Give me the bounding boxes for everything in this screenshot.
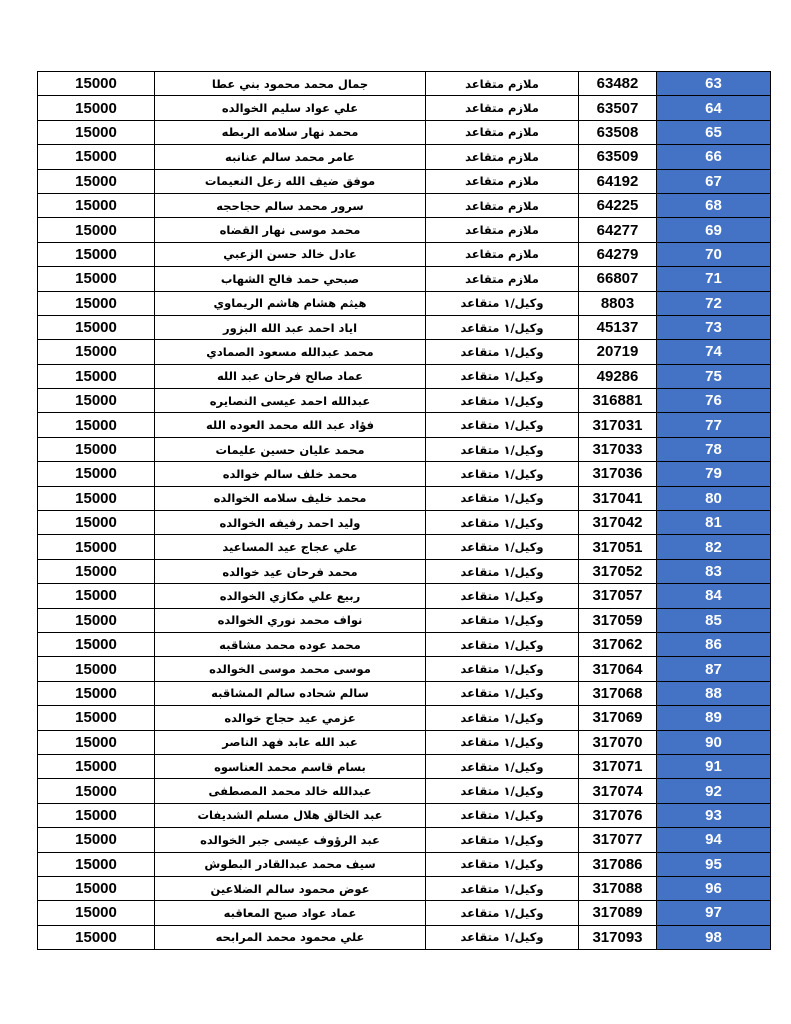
full-name-cell: عماد صالح فرحان عبد الله [155,364,426,388]
amount-cell: 15000 [38,413,155,437]
amount-cell: 15000 [38,632,155,656]
amount-cell: 15000 [38,145,155,169]
full-name-cell: محمد موسى نهار القضاه [155,218,426,242]
amount-cell: 15000 [38,754,155,778]
rank-cell: وكيل/١ متقاعد [426,706,579,730]
rank-cell: وكيل/١ متقاعد [426,632,579,656]
full-name-cell: سالم شحاده سالم المشاقبه [155,681,426,705]
full-name-cell: عبد الخالق هلال مسلم الشديفات [155,803,426,827]
table-row [38,291,771,315]
sequence-number-cell: 97 [657,901,771,925]
sequence-number-cell: 98 [657,925,771,949]
rank-cell: ملازم متقاعد [426,72,579,96]
military-number-cell: 317064 [579,657,657,681]
military-number-cell: 317057 [579,584,657,608]
sequence-number-cell: 76 [657,389,771,413]
sequence-number-cell: 84 [657,584,771,608]
amount-cell: 15000 [38,681,155,705]
military-number-cell: 317052 [579,559,657,583]
military-number-cell: 317071 [579,754,657,778]
amount-cell: 15000 [38,730,155,754]
amount-cell: 15000 [38,803,155,827]
full-name-cell: سيف محمد عبدالقادر البطوش [155,852,426,876]
full-name-cell: عبدالله احمد عيسى النصايره [155,389,426,413]
amount-cell: 15000 [38,876,155,900]
table-row [38,340,771,364]
rank-cell: ملازم متقاعد [426,96,579,120]
full-name-cell: جمال محمد محمود بني عطا [155,72,426,96]
table-row [38,413,771,437]
amount-cell: 15000 [38,535,155,559]
sequence-number-cell: 82 [657,535,771,559]
amount-cell: 15000 [38,486,155,510]
amount-cell: 15000 [38,242,155,266]
sequence-number-cell: 90 [657,730,771,754]
amount-cell: 15000 [38,340,155,364]
full-name-cell: فؤاد عبد الله محمد العوده الله [155,413,426,437]
rank-cell: وكيل/١ متقاعد [426,291,579,315]
military-number-cell: 317059 [579,608,657,632]
table-row [38,169,771,193]
table-row [38,608,771,632]
rank-cell: ملازم متقاعد [426,120,579,144]
sequence-number-cell: 74 [657,340,771,364]
table-row [38,876,771,900]
amount-cell: 15000 [38,584,155,608]
rank-cell: وكيل/١ متقاعد [426,584,579,608]
military-number-cell: 317093 [579,925,657,949]
sequence-number-cell: 73 [657,315,771,339]
table-row [38,145,771,169]
military-number-cell: 317069 [579,706,657,730]
sequence-number-cell: 92 [657,779,771,803]
full-name-cell: صبحي حمد فالح الشهاب [155,267,426,291]
full-name-cell: محمد خليف سلامه الخوالده [155,486,426,510]
amount-cell: 15000 [38,120,155,144]
amount-cell: 15000 [38,462,155,486]
rank-cell: وكيل/١ متقاعد [426,828,579,852]
military-number-cell: 317041 [579,486,657,510]
full-name-cell: عبد الرؤوف عيسى جبر الخوالده [155,828,426,852]
amount-cell: 15000 [38,511,155,535]
amount-cell: 15000 [38,169,155,193]
amount-cell: 15000 [38,72,155,96]
amount-cell: 15000 [38,852,155,876]
sequence-number-cell: 93 [657,803,771,827]
rank-cell: وكيل/١ متقاعد [426,901,579,925]
sequence-number-cell: 77 [657,413,771,437]
full-name-cell: نواف محمد نوري الخوالده [155,608,426,632]
full-name-cell: موسى محمد موسى الخوالده [155,657,426,681]
table-row [38,730,771,754]
military-number-cell: 20719 [579,340,657,364]
rank-cell: ملازم متقاعد [426,218,579,242]
amount-cell: 15000 [38,779,155,803]
military-number-cell: 317088 [579,876,657,900]
full-name-cell: عامر محمد سالم عنانبه [155,145,426,169]
table-row [38,559,771,583]
amount-cell: 15000 [38,218,155,242]
table-row [38,267,771,291]
table-row [38,389,771,413]
military-number-cell: 63508 [579,120,657,144]
amount-cell: 15000 [38,389,155,413]
military-number-cell: 45137 [579,315,657,339]
military-number-cell: 317068 [579,681,657,705]
full-name-cell: محمد عبدالله مسعود الصمادي [155,340,426,364]
table-row [38,925,771,949]
rank-cell: وكيل/١ متقاعد [426,657,579,681]
full-name-cell: محمد نهار سلامه الربطه [155,120,426,144]
rank-cell: وكيل/١ متقاعد [426,779,579,803]
amount-cell: 15000 [38,364,155,388]
rank-cell: ملازم متقاعد [426,145,579,169]
table-row [38,901,771,925]
military-number-cell: 66807 [579,267,657,291]
table-row [38,242,771,266]
full-name-cell: بسام قاسم محمد العناسوه [155,754,426,778]
sequence-number-cell: 91 [657,754,771,778]
military-number-cell: 317077 [579,828,657,852]
full-name-cell: علي عواد سليم الخوالده [155,96,426,120]
rank-cell: وكيل/١ متقاعد [426,486,579,510]
amount-cell: 15000 [38,267,155,291]
full-name-cell: علي محمود محمد المرابحه [155,925,426,949]
military-number-cell: 317089 [579,901,657,925]
full-name-cell: اياد احمد عبد الله البزور [155,315,426,339]
sequence-number-cell: 67 [657,169,771,193]
table-row [38,584,771,608]
rank-cell: وكيل/١ متقاعد [426,730,579,754]
rank-cell: وكيل/١ متقاعد [426,535,579,559]
full-name-cell: عادل خالد حسن الزعبي [155,242,426,266]
full-name-cell: محمد فرحان عيد خوالده [155,559,426,583]
rank-cell: وكيل/١ متقاعد [426,511,579,535]
table-row [38,437,771,461]
rank-cell: وكيل/١ متقاعد [426,340,579,364]
military-number-cell: 8803 [579,291,657,315]
table-row [38,193,771,217]
military-number-cell: 317031 [579,413,657,437]
table-row [38,852,771,876]
table-row [38,754,771,778]
personnel-table-body [38,72,771,950]
sequence-number-cell: 75 [657,364,771,388]
table-row [38,315,771,339]
table-row [38,535,771,559]
full-name-cell: محمد عوده محمد مشاقبه [155,632,426,656]
full-name-cell: عزمي عيد حجاج خوالده [155,706,426,730]
military-number-cell: 64225 [579,193,657,217]
rank-cell: وكيل/١ متقاعد [426,437,579,461]
full-name-cell: عوض محمود سالم الضلاعين [155,876,426,900]
military-number-cell: 317051 [579,535,657,559]
rank-cell: وكيل/١ متقاعد [426,754,579,778]
rank-cell: وكيل/١ متقاعد [426,364,579,388]
military-number-cell: 49286 [579,364,657,388]
military-number-cell: 63507 [579,96,657,120]
sequence-number-cell: 78 [657,437,771,461]
amount-cell: 15000 [38,96,155,120]
sequence-number-cell: 96 [657,876,771,900]
military-number-cell: 317033 [579,437,657,461]
sequence-number-cell: 94 [657,828,771,852]
sequence-number-cell: 68 [657,193,771,217]
rank-cell: ملازم متقاعد [426,267,579,291]
military-number-cell: 63482 [579,72,657,96]
rank-cell: وكيل/١ متقاعد [426,876,579,900]
full-name-cell: عبدالله خالد محمد المصطفى [155,779,426,803]
amount-cell: 15000 [38,437,155,461]
table-row [38,96,771,120]
military-number-cell: 63509 [579,145,657,169]
military-number-cell: 317086 [579,852,657,876]
rank-cell: وكيل/١ متقاعد [426,852,579,876]
full-name-cell: عماد عواد صبح المعاقبه [155,901,426,925]
amount-cell: 15000 [38,925,155,949]
table-row [38,681,771,705]
table-row [38,657,771,681]
amount-cell: 15000 [38,828,155,852]
full-name-cell: هيثم هشام هاشم الريماوي [155,291,426,315]
full-name-cell: عبد الله عابد فهد الناصر [155,730,426,754]
sequence-number-cell: 79 [657,462,771,486]
table-row [38,706,771,730]
rank-cell: وكيل/١ متقاعد [426,462,579,486]
sequence-number-cell: 80 [657,486,771,510]
full-name-cell: موفق ضيف الله زعل النعيمات [155,169,426,193]
table-row [38,462,771,486]
table-row [38,632,771,656]
amount-cell: 15000 [38,706,155,730]
military-number-cell: 317062 [579,632,657,656]
military-number-cell: 317074 [579,779,657,803]
table-row [38,511,771,535]
military-number-cell: 64279 [579,242,657,266]
table-row [38,486,771,510]
rank-cell: وكيل/١ متقاعد [426,559,579,583]
sequence-number-cell: 63 [657,72,771,96]
rank-cell: ملازم متقاعد [426,169,579,193]
amount-cell: 15000 [38,291,155,315]
rank-cell: ملازم متقاعد [426,193,579,217]
rank-cell: وكيل/١ متقاعد [426,413,579,437]
military-number-cell: 317036 [579,462,657,486]
sequence-number-cell: 69 [657,218,771,242]
personnel-table [37,71,771,950]
military-number-cell: 316881 [579,389,657,413]
full-name-cell: علي عجاج عيد المساعيد [155,535,426,559]
sequence-number-cell: 65 [657,120,771,144]
military-number-cell: 64192 [579,169,657,193]
sequence-number-cell: 83 [657,559,771,583]
military-number-cell: 64277 [579,218,657,242]
table-row [38,72,771,96]
table-row [38,218,771,242]
amount-cell: 15000 [38,193,155,217]
sequence-number-cell: 89 [657,706,771,730]
rank-cell: وكيل/١ متقاعد [426,315,579,339]
full-name-cell: محمد خلف سالم خوالده [155,462,426,486]
rank-cell: وكيل/١ متقاعد [426,608,579,632]
rank-cell: وكيل/١ متقاعد [426,389,579,413]
sequence-number-cell: 70 [657,242,771,266]
table-row [38,120,771,144]
military-number-cell: 317076 [579,803,657,827]
military-number-cell: 317042 [579,511,657,535]
amount-cell: 15000 [38,608,155,632]
sequence-number-cell: 64 [657,96,771,120]
table-row [38,803,771,827]
rank-cell: وكيل/١ متقاعد [426,925,579,949]
sequence-number-cell: 88 [657,681,771,705]
sequence-number-cell: 81 [657,511,771,535]
full-name-cell: سرور محمد سالم حجاحجه [155,193,426,217]
sequence-number-cell: 72 [657,291,771,315]
amount-cell: 15000 [38,657,155,681]
sequence-number-cell: 71 [657,267,771,291]
full-name-cell: ربيع علي مكازي الخوالده [155,584,426,608]
table-row [38,364,771,388]
rank-cell: وكيل/١ متقاعد [426,681,579,705]
sequence-number-cell: 66 [657,145,771,169]
table-row [38,828,771,852]
amount-cell: 15000 [38,559,155,583]
sequence-number-cell: 95 [657,852,771,876]
sequence-number-cell: 87 [657,657,771,681]
full-name-cell: وليد احمد رفيفه الخوالده [155,511,426,535]
full-name-cell: محمد عليان حسين عليمات [155,437,426,461]
sequence-number-cell: 85 [657,608,771,632]
military-number-cell: 317070 [579,730,657,754]
amount-cell: 15000 [38,315,155,339]
sequence-number-cell: 86 [657,632,771,656]
rank-cell: وكيل/١ متقاعد [426,803,579,827]
table-row [38,779,771,803]
rank-cell: ملازم متقاعد [426,242,579,266]
amount-cell: 15000 [38,901,155,925]
